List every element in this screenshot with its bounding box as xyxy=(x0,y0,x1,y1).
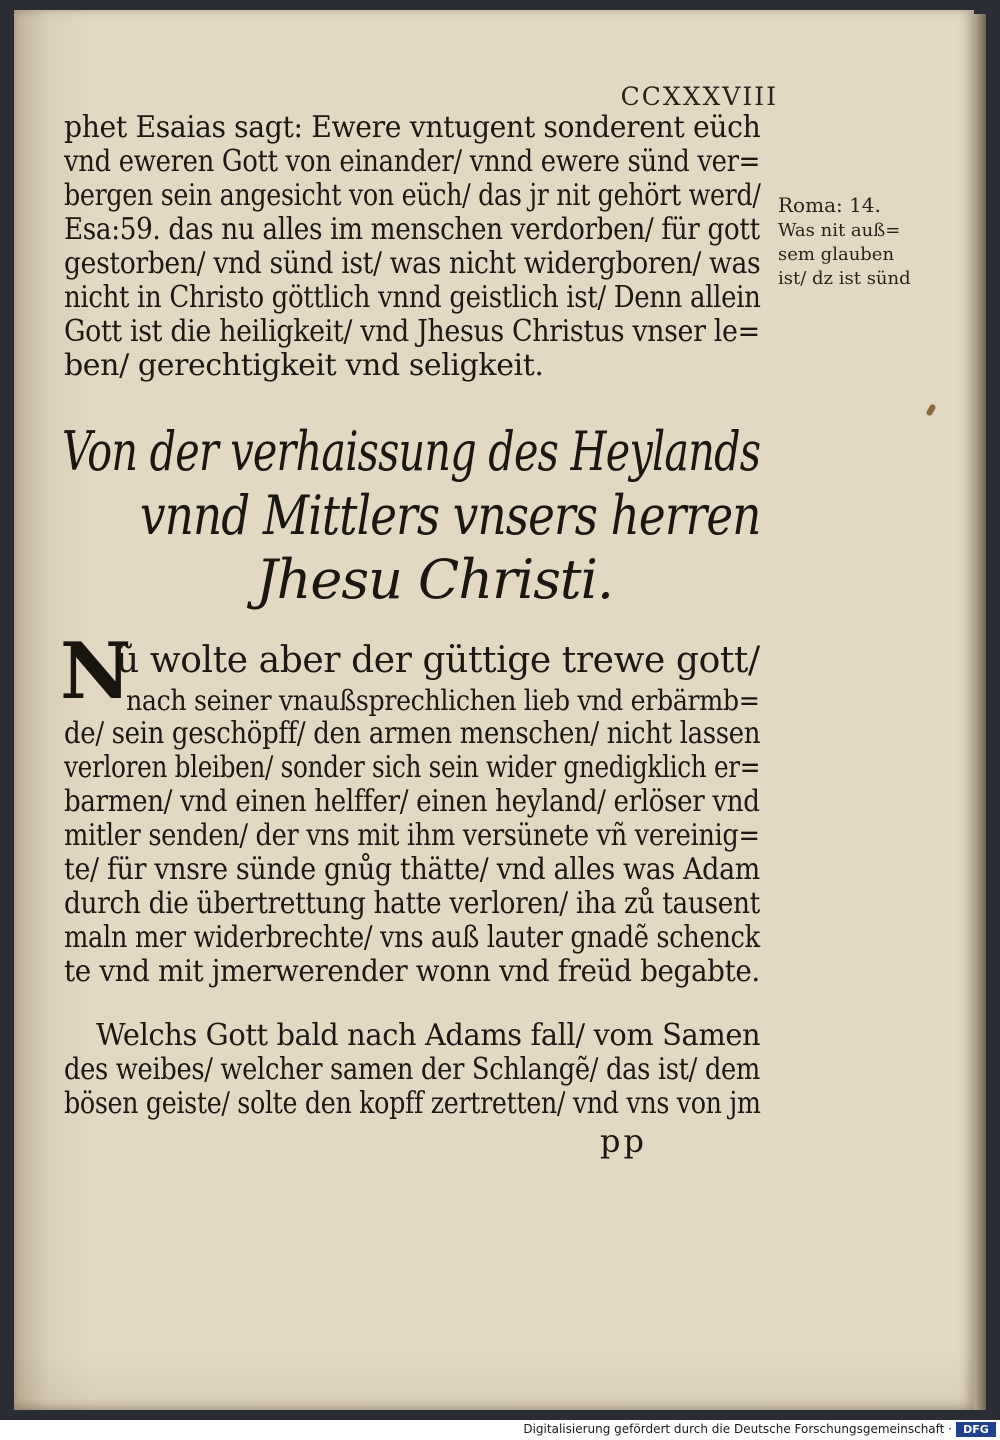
signature-mark: pp xyxy=(600,1122,647,1160)
margin-note-line: Roma: 14. xyxy=(778,193,881,217)
section-heading-line: Von der verhaissung des Heylands xyxy=(62,420,761,483)
text-line: te vnd mit jmerwerender wonn vnd freüd begabte. xyxy=(64,954,760,989)
drop-initial: N xyxy=(60,626,132,717)
text-line: bösen geiste/ solte den kopff zertretten/ vnd vns von jm xyxy=(64,1086,761,1121)
text-line: vnd eweren Gott von einander/ vnnd ewere sünd ver= xyxy=(64,144,761,179)
section-heading-line: Jhesu Christi. xyxy=(256,548,614,611)
text-line: nicht in Christo göttlich vnnd geistlich ist/ Denn allein xyxy=(64,280,761,315)
margin-note-line: ist/ dz ist sünd xyxy=(778,268,911,289)
text-line: te/ für vnsre sünde gnůg thätte/ vnd alles was Adam xyxy=(64,852,760,887)
text-line: Gott ist die heiligkeit/ vnd Jhesus Christus vnser le= xyxy=(64,314,760,349)
text-line: ben/ gerechtigkeit vnd seligkeit. xyxy=(64,348,544,383)
dfg-logo: DFG xyxy=(956,1422,996,1437)
footer-bar xyxy=(0,1420,1000,1440)
folio-number: CCXXXVIII xyxy=(620,82,778,111)
text-line: phet Esaias sagt: Ewere vntugent sonderent eüch xyxy=(64,110,761,145)
margin-note-line: sem glauben xyxy=(778,244,895,265)
text-line: Esa:59. das nu alles im menschen verdorben/ für gott xyxy=(64,212,760,247)
text-line: des weibes/ welcher samen der Schlangẽ/ das ist/ dem xyxy=(64,1052,761,1087)
text-line: nach seiner vnaußsprechlichen lieb vnd erbärmb= xyxy=(126,684,760,717)
text-line: mitler senden/ der vns mit ihm versünete vñ vereinig= xyxy=(64,818,760,853)
section-heading-line: vnnd Mittlers vnsers herren xyxy=(140,484,761,547)
text-line: Welchs Gott bald nach Adams fall/ vom Samen xyxy=(96,1018,761,1053)
text-line: barmen/ vnd einen helffer/ einen heyland/ erlöser vnd xyxy=(64,784,760,819)
text-line: de/ sein geschöpff/ den armen menschen/ nicht lassen xyxy=(64,716,761,751)
text-line: gestorben/ vnd sünd ist/ was nicht widergboren/ was xyxy=(64,246,761,281)
margin-note-line: Was nit auß= xyxy=(778,220,901,241)
text-line: ũ wolte aber der güttige trewe gott/ xyxy=(116,640,760,681)
text-line: verloren bleiben/ sonder sich sein wider gnedigklich er= xyxy=(64,750,761,785)
page-edge xyxy=(974,14,986,1410)
text-line: durch die übertrettung hatte verloren/ iha zů tausent xyxy=(64,886,760,921)
text-line: maln mer widerbrechte/ vns auß lauter gnadẽ schenck xyxy=(64,920,760,955)
funding-credit: Digitalisierung gefördert durch die Deutsche Forschungsgemeinschaft · xyxy=(523,1422,952,1436)
text-line: bergen sein angesicht von eüch/ das jr nit gehört werd/ xyxy=(64,178,761,213)
